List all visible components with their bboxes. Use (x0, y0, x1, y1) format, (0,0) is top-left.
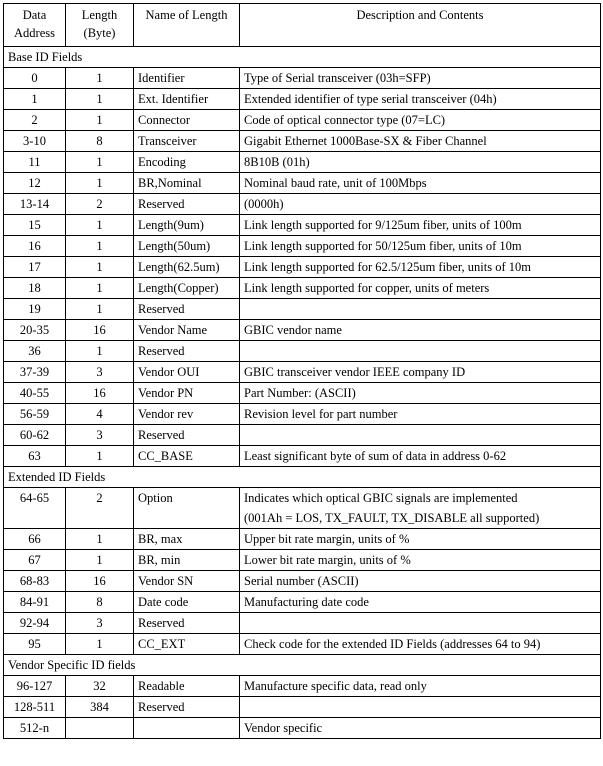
cell-data-address: 56-59 (4, 404, 66, 425)
table-row (4, 173, 601, 194)
cell-length-byte: 8 (66, 592, 134, 613)
cell-data-address: 19 (4, 299, 66, 320)
cell-length-byte: 2 (66, 488, 134, 529)
cell-data-address: 13-14 (4, 194, 66, 215)
cell-length-byte: 1 (66, 152, 134, 173)
cell-description: Least significant byte of sum of data in address 0-62 (240, 446, 601, 467)
table-row (4, 152, 601, 173)
cell-name-of-length: Option (134, 488, 240, 529)
table-row (4, 341, 601, 362)
cell-length-byte: 4 (66, 404, 134, 425)
cell-name-of-length: BR, min (134, 550, 240, 571)
cell-name-of-length: Vendor rev (134, 404, 240, 425)
table-row (4, 697, 601, 718)
cell-name-of-length: Date code (134, 592, 240, 613)
description-line: Indicates which optical GBIC signals are implemented (244, 491, 518, 505)
section-title: Base ID Fields (4, 47, 601, 68)
section-title: Extended ID Fields (4, 467, 601, 488)
cell-name-of-length: Vendor Name (134, 320, 240, 341)
cell-length-byte: 16 (66, 571, 134, 592)
cell-length-byte: 3 (66, 613, 134, 634)
table-row (4, 131, 601, 152)
cell-description: GBIC vendor name (240, 320, 601, 341)
cell-description: Vendor specific (240, 718, 601, 739)
cell-data-address: 2 (4, 110, 66, 131)
cell-length-byte: 1 (66, 236, 134, 257)
cell-name-of-length: Transceiver (134, 131, 240, 152)
cell-data-address: 96-127 (4, 676, 66, 697)
cell-length-byte: 384 (66, 697, 134, 718)
cell-name-of-length: BR, max (134, 529, 240, 550)
section-header-row (4, 47, 601, 68)
table-row (4, 425, 601, 446)
cell-description: Serial number (ASCII) (240, 571, 601, 592)
cell-description: Check code for the extended ID Fields (addresses 64 to 94) (240, 634, 601, 655)
table-row (4, 571, 601, 592)
cell-description: Manufacturing date code (240, 592, 601, 613)
cell-name-of-length: Length(62.5um) (134, 257, 240, 278)
cell-description (240, 613, 601, 634)
cell-description: Code of optical connector type (07=LC) (240, 110, 601, 131)
cell-name-of-length: Ext. Identifier (134, 89, 240, 110)
cell-data-address: 128-511 (4, 697, 66, 718)
cell-length-byte: 1 (66, 173, 134, 194)
cell-data-address: 0 (4, 68, 66, 89)
table-body (4, 47, 601, 739)
cell-length-byte: 1 (66, 89, 134, 110)
cell-data-address: 15 (4, 215, 66, 236)
cell-name-of-length: Reserved (134, 613, 240, 634)
table-row (4, 110, 601, 131)
table-row (4, 215, 601, 236)
cell-data-address: 16 (4, 236, 66, 257)
cell-data-address: 67 (4, 550, 66, 571)
table-row (4, 592, 601, 613)
cell-data-address: 36 (4, 341, 66, 362)
cell-length-byte: 8 (66, 131, 134, 152)
table-row (4, 676, 601, 697)
cell-length-byte: 1 (66, 257, 134, 278)
cell-length-byte: 32 (66, 676, 134, 697)
header-description: Description and Contents (240, 4, 601, 47)
cell-data-address: 84-91 (4, 592, 66, 613)
cell-length-byte: 1 (66, 110, 134, 131)
table-row (4, 634, 601, 655)
table-row (4, 278, 601, 299)
cell-name-of-length: Vendor OUI (134, 362, 240, 383)
table-row (4, 383, 601, 404)
cell-length-byte: 1 (66, 299, 134, 320)
cell-name-of-length: Readable (134, 676, 240, 697)
cell-description: Upper bit rate margin, units of % (240, 529, 601, 550)
cell-name-of-length: Identifier (134, 68, 240, 89)
cell-name-of-length: Encoding (134, 152, 240, 173)
cell-data-address: 40-55 (4, 383, 66, 404)
cell-data-address: 92-94 (4, 613, 66, 634)
cell-data-address: 11 (4, 152, 66, 173)
cell-description: Revision level for part number (240, 404, 601, 425)
cell-description: Link length supported for 62.5/125um fiber, units of 10m (240, 257, 601, 278)
table-row (4, 194, 601, 215)
cell-data-address: 12 (4, 173, 66, 194)
cell-description (240, 488, 601, 529)
eeprom-field-table (3, 3, 601, 739)
table-row (4, 404, 601, 425)
cell-description: Link length supported for copper, units of meters (240, 278, 601, 299)
cell-name-of-length: Reserved (134, 299, 240, 320)
cell-name-of-length: CC_BASE (134, 446, 240, 467)
cell-description (240, 299, 601, 320)
cell-data-address: 37-39 (4, 362, 66, 383)
cell-length-byte (66, 718, 134, 739)
cell-length-byte: 1 (66, 341, 134, 362)
header-row (4, 4, 601, 47)
cell-name-of-length: Length(50um) (134, 236, 240, 257)
table-row (4, 718, 601, 739)
table-row (4, 362, 601, 383)
cell-description: Nominal baud rate, unit of 100Mbps (240, 173, 601, 194)
cell-data-address: 17 (4, 257, 66, 278)
cell-name-of-length: Length(Copper) (134, 278, 240, 299)
cell-data-address: 20-35 (4, 320, 66, 341)
cell-name-of-length: Vendor SN (134, 571, 240, 592)
section-header-row (4, 655, 601, 676)
cell-data-address: 66 (4, 529, 66, 550)
cell-length-byte: 1 (66, 278, 134, 299)
eeprom-table-container (3, 3, 601, 739)
cell-name-of-length: Reserved (134, 697, 240, 718)
cell-data-address: 18 (4, 278, 66, 299)
cell-name-of-length: Length(9um) (134, 215, 240, 236)
cell-description (240, 425, 601, 446)
section-header-row (4, 467, 601, 488)
table-row (4, 320, 601, 341)
table-row (4, 550, 601, 571)
cell-description (240, 341, 601, 362)
cell-data-address: 1 (4, 89, 66, 110)
cell-length-byte: 1 (66, 550, 134, 571)
table-row (4, 446, 601, 467)
cell-description: GBIC transceiver vendor IEEE company ID (240, 362, 601, 383)
cell-data-address: 95 (4, 634, 66, 655)
table-row (4, 257, 601, 278)
cell-length-byte: 1 (66, 215, 134, 236)
table-row (4, 89, 601, 110)
cell-data-address: 68-83 (4, 571, 66, 592)
cell-description: Manufacture specific data, read only (240, 676, 601, 697)
cell-description: Link length supported for 9/125um fiber, units of 100m (240, 215, 601, 236)
table-row (4, 299, 601, 320)
cell-data-address: 63 (4, 446, 66, 467)
cell-name-of-length: Connector (134, 110, 240, 131)
table-header (4, 4, 601, 47)
header-name-of-length: Name of Length (134, 4, 240, 47)
table-row (4, 613, 601, 634)
section-title: Vendor Specific ID fields (4, 655, 601, 676)
table-row (4, 488, 601, 529)
cell-data-address: 64-65 (4, 488, 66, 529)
table-row (4, 68, 601, 89)
cell-description: 8B10B (01h) (240, 152, 601, 173)
table-row (4, 236, 601, 257)
cell-length-byte: 1 (66, 446, 134, 467)
cell-description: Extended identifier of type serial transceiver (04h) (240, 89, 601, 110)
header-data-address: Data Address (4, 4, 66, 47)
cell-description: Type of Serial transceiver (03h=SFP) (240, 68, 601, 89)
cell-description: (0000h) (240, 194, 601, 215)
cell-length-byte: 3 (66, 425, 134, 446)
cell-name-of-length (134, 718, 240, 739)
cell-length-byte: 16 (66, 383, 134, 404)
description-line: (001Ah = LOS, TX_FAULT, TX_DISABLE all supported) (244, 511, 540, 525)
cell-data-address: 60-62 (4, 425, 66, 446)
cell-length-byte: 1 (66, 68, 134, 89)
header-length-byte: Length (Byte) (66, 4, 134, 47)
cell-description: Lower bit rate margin, units of % (240, 550, 601, 571)
cell-name-of-length: BR,Nominal (134, 173, 240, 194)
cell-length-byte: 1 (66, 634, 134, 655)
cell-description: Link length supported for 50/125um fiber, units of 10m (240, 236, 601, 257)
table-row (4, 529, 601, 550)
cell-name-of-length: CC_EXT (134, 634, 240, 655)
cell-description (240, 697, 601, 718)
cell-name-of-length: Reserved (134, 341, 240, 362)
cell-name-of-length: Reserved (134, 425, 240, 446)
cell-description: Part Number: (ASCII) (240, 383, 601, 404)
cell-length-byte: 1 (66, 529, 134, 550)
cell-name-of-length: Reserved (134, 194, 240, 215)
cell-length-byte: 2 (66, 194, 134, 215)
cell-data-address: 3-10 (4, 131, 66, 152)
cell-name-of-length: Vendor PN (134, 383, 240, 404)
cell-length-byte: 16 (66, 320, 134, 341)
cell-description: Gigabit Ethernet 1000Base-SX & Fiber Channel (240, 131, 601, 152)
cell-data-address: 512-n (4, 718, 66, 739)
cell-length-byte: 3 (66, 362, 134, 383)
